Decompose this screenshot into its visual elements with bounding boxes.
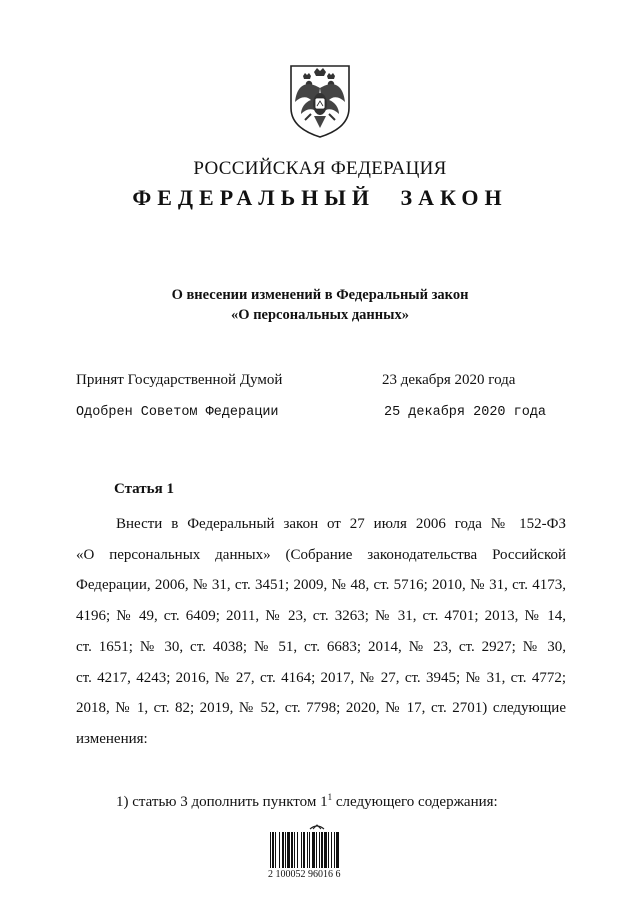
paragraph-line: «О персональных данных» (Собрание законодательства Российской [76, 546, 566, 563]
country-name: РОССИЙСКАЯ ФЕДЕРАЦИЯ [193, 158, 447, 179]
law-title-line-2: «О персональных данных» [231, 307, 409, 323]
paragraph-line: ст. 1651; № 30, ст. 4038; № 51, ст. 6683; 2014, № 23, ст. 2927; № 30, [76, 638, 566, 655]
amendment-item-1 [116, 792, 498, 811]
coat-of-arms-icon [287, 62, 353, 140]
law-title-line-1: О внесении изменений в Федеральный закон [171, 287, 469, 303]
article-paragraph [76, 509, 566, 755]
amendment-item-tail: следующего содержания: [332, 794, 498, 810]
document-type: ФЕДЕРАЛЬНЫЙ ЗАКОН [132, 185, 508, 210]
law-title [0, 285, 640, 325]
duma-adoption-label: Принят Государственной Думой [76, 372, 283, 388]
barcode-number: 2 100052 96016 6 [268, 869, 341, 880]
paragraph-line: изменения: [76, 730, 148, 747]
barcode-mark-icon [308, 822, 326, 831]
paragraph-line: Федерации, 2006, № 31, ст. 3451; 2009, № 48, ст. 5716; 2010, № 31, ст. 4173, [76, 577, 566, 594]
paragraph-line: 4196; № 49, ст. 6409; 2011, № 23, ст. 3263; № 31, ст. 4701; 2013, № 14, [76, 608, 566, 625]
amendment-item-text: 1) статью 3 дополнить пунктом 1 [116, 794, 328, 810]
paragraph-line: 2018, № 1, ст. 82; 2019, № 52, ст. 7798; 2020, № 17, ст. 2701) следующие [76, 700, 566, 717]
article-heading: Статья 1 [114, 481, 174, 497]
barcode [268, 822, 372, 882]
duma-adoption-date: 23 декабря 2020 года [382, 372, 516, 388]
council-approval-label: Одобрен Советом Федерации [76, 405, 279, 420]
amendment-item-superscript: 1 [327, 792, 333, 802]
paragraph-line: Внести в Федеральный закон от 27 июля 2006 года № 152-ФЗ [116, 516, 566, 532]
council-approval-date: 25 декабря 2020 года [384, 405, 547, 420]
paragraph-line: ст. 4217, 4243; 2016, № 27, ст. 4164; 2017, № 27, ст. 3945; № 31, ст. 4772; [76, 669, 566, 686]
barcode-bars [268, 832, 372, 868]
